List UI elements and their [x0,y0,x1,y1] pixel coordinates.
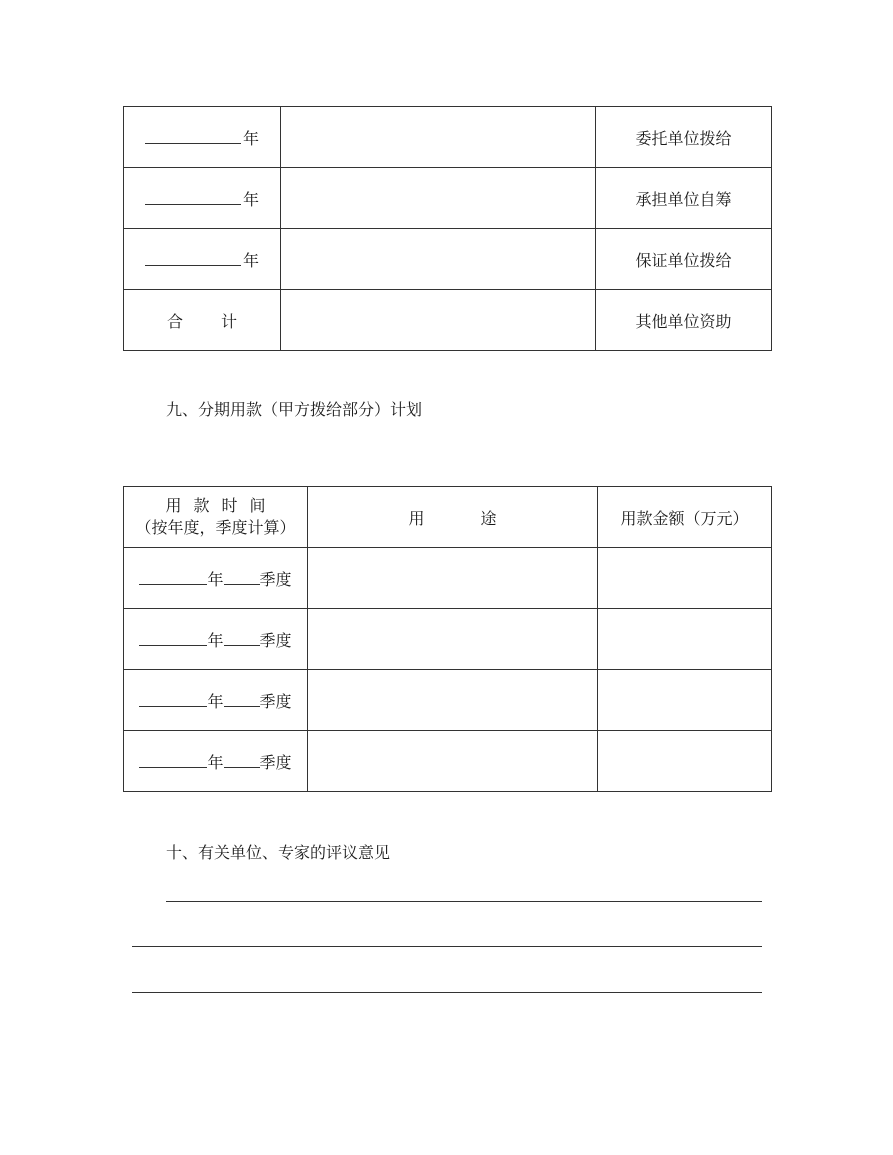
section-10-title: 十、有关单位、专家的评议意见 [166,843,391,862]
funding-source-label: 其他单位资助 [596,290,772,351]
year-field[interactable] [124,229,281,290]
year-field[interactable] [124,168,281,229]
year-label: 年 [207,691,224,711]
purpose-cell[interactable] [308,609,598,670]
amount-cell[interactable] [281,229,596,290]
year-label: 年 [242,250,259,270]
table-row [124,670,772,731]
table-row [124,609,772,670]
header-payment-time [124,487,308,548]
header-time-line1: 用款时间 [165,496,278,515]
total-label-left: 合 [166,311,183,331]
year-blank[interactable] [145,188,241,205]
year-blank[interactable] [139,629,207,646]
purpose-cell[interactable] [308,731,598,792]
quarter-blank[interactable] [224,568,260,585]
opinion-writing-line[interactable] [132,992,762,993]
quarter-field[interactable] [124,548,308,609]
installment-plan-table [123,486,772,792]
quarter-blank[interactable] [224,629,260,646]
amount-cell[interactable] [598,731,772,792]
quarter-label: 季度 [259,569,292,589]
total-row [124,290,772,351]
quarter-field[interactable] [124,609,308,670]
table-row [124,548,772,609]
year-label: 年 [207,752,224,772]
quarter-blank[interactable] [224,751,260,768]
year-blank[interactable] [145,249,241,266]
funding-source-label: 保证单位拨给 [596,229,772,290]
quarter-blank[interactable] [224,690,260,707]
table-row [124,107,772,168]
header-purpose-right: 途 [480,508,497,528]
year-label: 年 [207,630,224,650]
funding-source-table [123,106,772,351]
year-blank[interactable] [139,690,207,707]
funding-source-label: 承担单位自筹 [596,168,772,229]
purpose-cell[interactable] [308,670,598,731]
header-purpose [308,487,598,548]
purpose-cell[interactable] [308,548,598,609]
year-label: 年 [242,189,259,209]
header-time-line2: （按年度，季度计算） [135,518,296,537]
year-blank[interactable] [139,751,207,768]
total-label-right: 计 [221,311,238,331]
quarter-field[interactable] [124,670,308,731]
amount-cell[interactable] [281,168,596,229]
funding-source-label: 委托单位拨给 [596,107,772,168]
table-header-row [124,487,772,548]
header-purpose-left: 用 [408,508,425,528]
header-amount: 用款金额（万元） [598,487,772,548]
table-row [124,168,772,229]
total-amount-cell[interactable] [281,290,596,351]
section-9-title: 九、分期用款（甲方拨给部分）计划 [166,400,423,419]
amount-cell[interactable] [281,107,596,168]
amount-cell[interactable] [598,670,772,731]
year-field[interactable] [124,107,281,168]
opinion-writing-line[interactable] [132,946,762,947]
amount-cell[interactable] [598,609,772,670]
quarter-label: 季度 [259,752,292,772]
total-label [124,290,281,351]
opinion-writing-line[interactable] [166,901,762,902]
quarter-field[interactable] [124,731,308,792]
table-row [124,229,772,290]
year-label: 年 [242,128,259,148]
year-label: 年 [207,569,224,589]
quarter-label: 季度 [259,630,292,650]
quarter-label: 季度 [259,691,292,711]
table-row [124,731,772,792]
amount-cell[interactable] [598,548,772,609]
year-blank[interactable] [139,568,207,585]
year-blank[interactable] [145,127,241,144]
